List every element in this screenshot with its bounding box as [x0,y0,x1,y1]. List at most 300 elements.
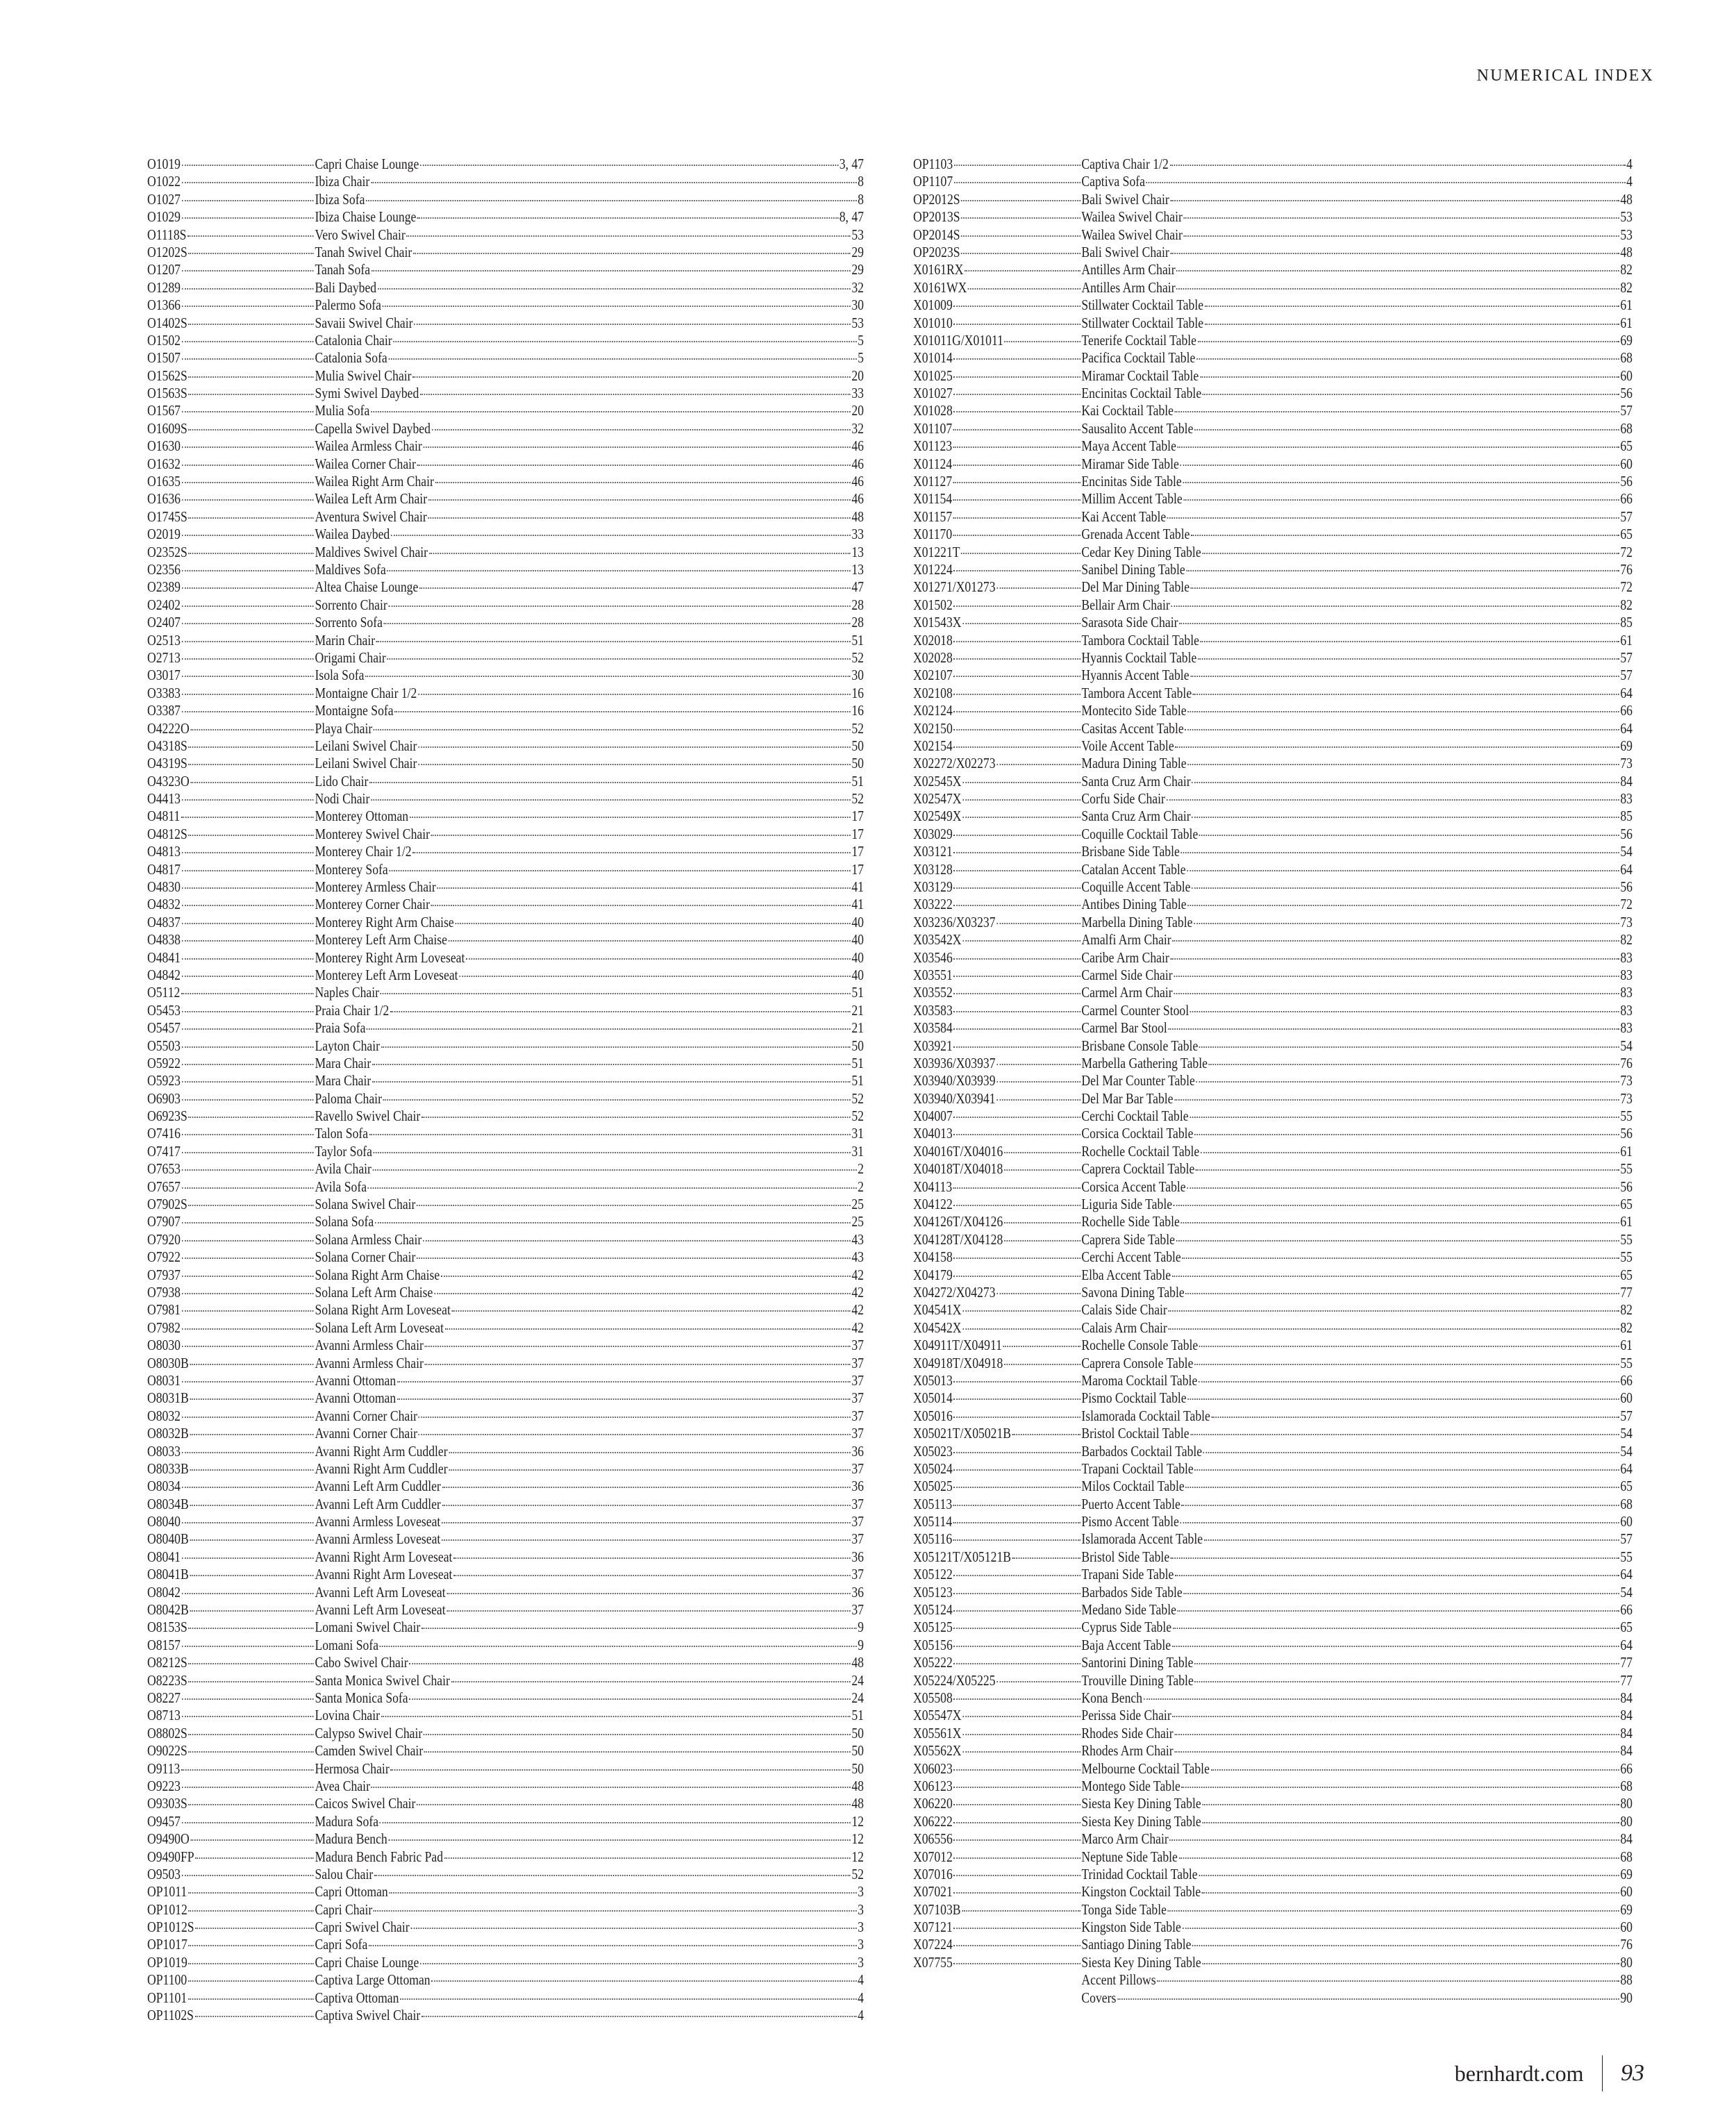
index-entry [147,632,864,649]
item-code: X04918T/X04918 [913,1355,1081,1372]
index-entry [147,191,864,208]
page-reference: 12 [851,1812,864,1830]
index-entry [913,1795,1633,1812]
index-entry [913,843,1633,860]
index-entry [147,1619,864,1636]
item-code: O1118S [147,226,315,244]
index-entry [147,1707,864,1724]
item-code: O8033 [147,1443,315,1460]
page-reference: 66 [1620,1601,1633,1619]
page-reference: 64 [1620,719,1633,737]
item-name: Pismo Accent Table [1081,1513,1620,1530]
page-reference: 3, 47 [839,156,864,172]
index-entry [147,1301,864,1319]
item-code: X05547X [913,1707,1081,1724]
item-code: X04541X [913,1301,1081,1319]
index-entry [913,1407,1633,1425]
item-code: O7653 [147,1160,315,1178]
page-reference: 84 [1620,1830,1633,1848]
item-name: Carmel Bar Stool [1081,1019,1620,1037]
item-code: X05156 [913,1637,1081,1654]
item-code: X07016 [913,1866,1081,1883]
index-entry [913,1584,1633,1601]
page-reference: 46 [851,473,864,490]
item-code: X06556 [913,1830,1081,1848]
index-entry [913,1019,1633,1037]
index-entry [147,1989,864,2007]
index-entry [913,649,1633,667]
item-code: X04007 [913,1108,1081,1125]
item-code: X05123 [913,1584,1081,1601]
item-name: Tambora Cocktail Table [1081,632,1620,649]
index-entry [147,702,864,719]
item-code: X04911T/X04911 [913,1337,1081,1354]
index-entry [913,261,1633,278]
page-reference: 57 [1620,1530,1633,1548]
item-name: Symi Swivel Daybed [315,385,851,402]
item-code: O1635 [147,473,315,490]
index-entry [913,614,1633,631]
item-code: O8034B [147,1496,315,1513]
page-reference: 46 [851,490,864,508]
item-code: O8042 [147,1584,315,1601]
index-entry [147,1072,864,1089]
item-name: Antibes Dining Table [1081,896,1620,913]
item-code: O4319S [147,755,315,772]
index-entry [147,349,864,367]
item-name: Leilani Swivel Chair [315,737,851,755]
index-entry [913,1936,1633,1953]
index-entry [913,1866,1633,1883]
index-entry [147,878,864,896]
page-reference: 21 [851,1019,864,1037]
item-code: X02028 [913,649,1081,667]
item-name: Madura Bench Fabric Pad [315,1848,851,1866]
item-name: Kai Accent Table [1081,508,1620,526]
item-name: Corsica Cocktail Table [1081,1125,1620,1142]
index-entry [913,349,1633,367]
item-code: X07021 [913,1883,1081,1900]
item-code: OP1012S [147,1919,315,1936]
item-name: Kona Bench [1081,1689,1620,1707]
item-code: X06123 [913,1778,1081,1795]
item-name: Miramar Side Table [1081,456,1620,473]
page-reference: 61 [1620,631,1633,649]
item-name: Brisbane Side Table [1081,843,1620,860]
page-reference: 36 [851,1583,864,1601]
item-code: X0161WX [913,279,1081,296]
item-code: X01011G/X01011 [913,332,1081,349]
page-reference: 77 [1620,1671,1633,1689]
page-reference: 82 [1620,596,1633,613]
item-code: X01123 [913,437,1081,455]
item-code: X07121 [913,1919,1081,1936]
item-name: Capella Swivel Daybed [315,420,851,437]
index-entry [913,420,1633,437]
item-name: Caprera Side Table [1081,1231,1620,1248]
item-code: O2407 [147,614,315,631]
item-name: Origami Chair [315,649,851,667]
page-reference: 12 [851,1848,864,1865]
item-name: Monterey Armless Chair [315,878,851,896]
item-code [913,1983,1081,1985]
item-code: X04542X [913,1319,1081,1337]
page-reference: 53 [1620,208,1633,226]
item-code: OP1017 [147,1936,315,1953]
item-name: Siesta Key Dining Table [1081,1795,1620,1812]
index-entry [147,1108,864,1125]
page-reference: 52 [851,1865,864,1882]
item-name: Talon Sofa [315,1125,851,1142]
index-column-left [147,156,864,2024]
index-entry [913,1108,1633,1125]
page-reference: 51 [851,1054,864,1071]
item-name: Santiago Dining Table [1081,1936,1620,1953]
index-entry [147,1848,864,1866]
item-code: X04128T/X04128 [913,1231,1081,1248]
page-reference: 8 [858,173,864,190]
item-code: O4318S [147,737,315,755]
index-entry [147,1389,864,1407]
page-reference: 43 [851,1230,864,1248]
index-entry [913,1778,1633,1795]
index-entry [913,1301,1633,1319]
item-code: O9490O [147,1830,315,1848]
item-code: O8157 [147,1637,315,1654]
item-code: X04272/X04273 [913,1284,1081,1301]
page-reference: 76 [1620,1054,1633,1071]
item-name: Vero Swivel Chair [315,226,851,244]
item-name: Coquille Accent Table [1081,878,1620,896]
item-code: O7982 [147,1319,315,1337]
index-entry [913,878,1633,896]
index-entry [913,1196,1633,1213]
item-code: O8034 [147,1478,315,1495]
page-reference: 60 [1620,1389,1633,1407]
item-name: Mulia Swivel Chair [315,367,851,385]
item-name: Maya Accent Table [1081,437,1620,455]
index-entry [147,1055,864,1072]
item-name: Marin Chair [315,632,851,649]
page-reference: 48 [1620,243,1633,260]
index-entry [147,1213,864,1230]
item-code: O4817 [147,861,315,878]
item-name: Hermosa Chair [315,1760,851,1778]
item-code: O1022 [147,173,315,190]
item-code: O1289 [147,279,315,296]
item-name: Hyannis Cocktail Table [1081,649,1620,667]
item-code: O8033B [147,1460,315,1478]
item-code: X02107 [913,667,1081,684]
item-name: Montecito Side Table [1081,702,1620,719]
index-entry [147,244,864,261]
item-code: O5923 [147,1072,315,1089]
item-name: Cerchi Accent Table [1081,1248,1620,1266]
item-code: X05224/X05225 [913,1672,1081,1689]
item-name: Tanah Sofa [315,261,851,278]
page-reference: 37 [851,1337,864,1354]
page-reference: 61 [1620,1213,1633,1230]
page-reference: 80 [1620,1812,1633,1830]
item-name: Captiva Ottoman [315,1989,858,2007]
index-entry [913,1742,1633,1760]
index-entry [913,332,1633,349]
item-name: Rhodes Side Chair [1081,1725,1620,1742]
item-name: Caicos Swivel Chair [315,1795,851,1812]
item-code: O8030 [147,1337,315,1354]
item-code: O4323O [147,773,315,790]
item-name: Praia Chair 1/2 [315,1002,851,1019]
page-reference: 28 [851,596,864,613]
page-reference: 32 [851,278,864,296]
index-entry [147,296,864,314]
index-entry [147,1725,864,1742]
item-code: X03546 [913,949,1081,967]
item-name: Melbourne Cocktail Table [1081,1760,1620,1778]
index-entry [147,1971,864,1989]
page-reference: 48 [851,1795,864,1812]
item-code: O2356 [147,561,315,578]
index-entry [147,1954,864,1971]
item-code: X03921 [913,1037,1081,1055]
page-reference: 52 [851,1108,864,1125]
index-entry [147,1248,864,1266]
index-entry [913,578,1633,596]
page-reference: 83 [1620,966,1633,983]
index-entry [913,1654,1633,1671]
index-entry [913,1037,1633,1055]
page-reference: 66 [1620,702,1633,719]
index-entry [147,1284,864,1301]
page-reference: 61 [1620,1337,1633,1354]
index-entry [147,279,864,296]
item-code: O1562S [147,367,315,385]
item-code: X05024 [913,1460,1081,1478]
item-code: O8041 [147,1548,315,1566]
item-code: X02545X [913,773,1081,790]
page-reference: 64 [1620,1566,1633,1583]
index-entry [913,1160,1633,1178]
page-reference: 46 [851,437,864,455]
item-name: Playa Chair [315,720,851,737]
page-reference: 46 [851,455,864,472]
index-entry [913,526,1633,543]
index-entry [147,843,864,860]
index-entry [913,173,1633,190]
page-reference: 65 [1620,1478,1633,1495]
index-entry [913,279,1633,296]
item-code: O2352S [147,544,315,561]
index-entry [147,596,864,614]
index-entry [913,896,1633,913]
item-code: O5453 [147,1002,315,1019]
item-code: X01154 [913,490,1081,508]
item-code: O4813 [147,843,315,860]
item-code: O1019 [147,156,315,173]
item-name: Montaigne Chair 1/2 [315,685,851,702]
page-reference: 73 [1620,1089,1633,1107]
index-entry [913,208,1633,226]
item-code: O5457 [147,1019,315,1037]
index-entry [147,1178,864,1196]
index-entry [147,208,864,226]
index-entry [913,931,1633,949]
item-name: Antilles Arm Chair [1081,261,1620,278]
item-code: X05561X [913,1725,1081,1742]
item-name: Carmel Arm Chair [1081,984,1620,1001]
page-reference: 57 [1620,1407,1633,1424]
item-name: Solana Swivel Chair [315,1196,851,1213]
item-code: O7417 [147,1143,315,1160]
item-code: X05562X [913,1742,1081,1760]
item-name: Santorini Dining Table [1081,1654,1620,1671]
index-entry [147,1689,864,1707]
item-name: Cabo Swivel Chair [315,1654,851,1671]
index-entry [913,1425,1633,1442]
item-code: X04158 [913,1248,1081,1266]
item-name: Rhodes Arm Chair [1081,1742,1620,1760]
item-name: Avila Sofa [315,1178,858,1196]
item-name: Calais Arm Chair [1081,1319,1620,1337]
item-name: Carmel Side Chair [1081,967,1620,984]
index-entry [913,861,1633,878]
page-reference: 54 [1620,1442,1633,1460]
page-reference: 30 [851,296,864,314]
item-code: O8153S [147,1619,315,1636]
page-reference: 8 [858,190,864,208]
item-name: Maroma Cocktail Table [1081,1372,1620,1389]
page-reference: 20 [851,402,864,419]
item-code: O1609S [147,420,315,437]
footer-divider [1602,2055,1603,2091]
item-name: Capri Chair [315,1901,858,1919]
page-reference: 80 [1620,1795,1633,1812]
index-entry [913,561,1633,578]
index-entry [147,561,864,578]
item-code: X01502 [913,596,1081,614]
page-reference: 4 [1626,156,1633,172]
index-entry [147,456,864,473]
item-name: Pacifica Cocktail Table [1081,349,1620,367]
page-reference: 16 [851,684,864,701]
index-entry [913,296,1633,314]
page-reference: 47 [851,578,864,596]
item-code: X05023 [913,1443,1081,1460]
item-name: Santa Monica Swivel Chair [315,1672,851,1689]
index-entry [913,1125,1633,1142]
index-entry [147,437,864,455]
item-code: O1636 [147,490,315,508]
page-reference: 17 [851,843,864,860]
item-code: O3017 [147,667,315,684]
item-code: O9022S [147,1742,315,1760]
item-code: O4830 [147,878,315,896]
index-entry [913,720,1633,737]
item-code: O7981 [147,1301,315,1319]
item-name: Aventura Swivel Chair [315,508,851,526]
item-name: Montaigne Sofa [315,702,851,719]
item-code: X04122 [913,1196,1081,1213]
index-entry [147,861,864,878]
index-entry [913,967,1633,984]
item-name: Tonga Side Table [1081,1901,1620,1919]
index-entry [147,1778,864,1795]
item-name: Trapani Cocktail Table [1081,1460,1620,1478]
item-code: X02154 [913,737,1081,755]
item-code: X06023 [913,1760,1081,1778]
item-code: O1029 [147,208,315,226]
page-reference: 57 [1620,649,1633,666]
index-entry [147,896,864,913]
item-code [913,2001,1081,2003]
index-column-right [913,156,1633,2007]
item-code: O8212S [147,1654,315,1671]
item-name: Sausalito Accent Table [1081,420,1620,437]
index-entry [913,773,1633,790]
item-name: Stillwater Cocktail Table [1081,315,1620,332]
item-name: Bali Swivel Chair [1081,244,1620,261]
page-reference: 68 [1620,349,1633,367]
index-entry [913,1619,1633,1636]
page-reference: 56 [1620,878,1633,896]
item-code: X05125 [913,1619,1081,1636]
page-reference: 20 [851,367,864,384]
page-reference: 65 [1620,1266,1633,1283]
index-entry [913,544,1633,561]
item-code: O8802S [147,1725,315,1742]
index-entry [147,1548,864,1566]
item-name: Santa Monica Sofa [315,1689,851,1707]
page-reference: 60 [1620,455,1633,472]
item-name: Maldives Swivel Chair [315,544,851,561]
item-name: Wailea Swivel Chair [1081,208,1620,226]
item-name: Lovina Chair [315,1707,851,1724]
page-reference: 57 [1620,508,1633,525]
item-code: O5112 [147,984,315,1001]
page-reference: 42 [851,1301,864,1319]
index-entry [147,1019,864,1037]
item-name: Naples Chair [315,984,851,1001]
item-code: X01224 [913,561,1081,578]
index-entry [913,1707,1633,1724]
index-entry [147,984,864,1001]
page-reference: 29 [851,261,864,278]
index-entry [913,1530,1633,1548]
item-name: Elba Accent Table [1081,1267,1620,1284]
index-entry [913,826,1633,843]
index-entry [913,1689,1633,1707]
page-reference: 41 [851,878,864,896]
index-entry [147,490,864,508]
page-reference: 37 [851,1389,864,1407]
page-reference: 69 [1620,737,1633,754]
item-name: Avanni Left Arm Loveseat [315,1584,851,1601]
page-reference: 83 [1620,949,1633,966]
page-reference: 55 [1620,1354,1633,1371]
website-url[interactable]: bernhardt.com [1454,2060,1584,2086]
item-code: O3387 [147,702,315,719]
page-reference: 64 [1620,684,1633,701]
item-name: Carmel Counter Stool [1081,1002,1620,1019]
item-name: Siesta Key Dining Table [1081,1813,1620,1830]
index-entry [913,1372,1633,1389]
page-reference: 31 [851,1125,864,1142]
index-entry [147,1037,864,1055]
index-entry [913,1355,1633,1372]
page-reference: 56 [1620,1178,1633,1195]
page-reference: 3 [858,1883,864,1900]
index-entry [147,667,864,684]
